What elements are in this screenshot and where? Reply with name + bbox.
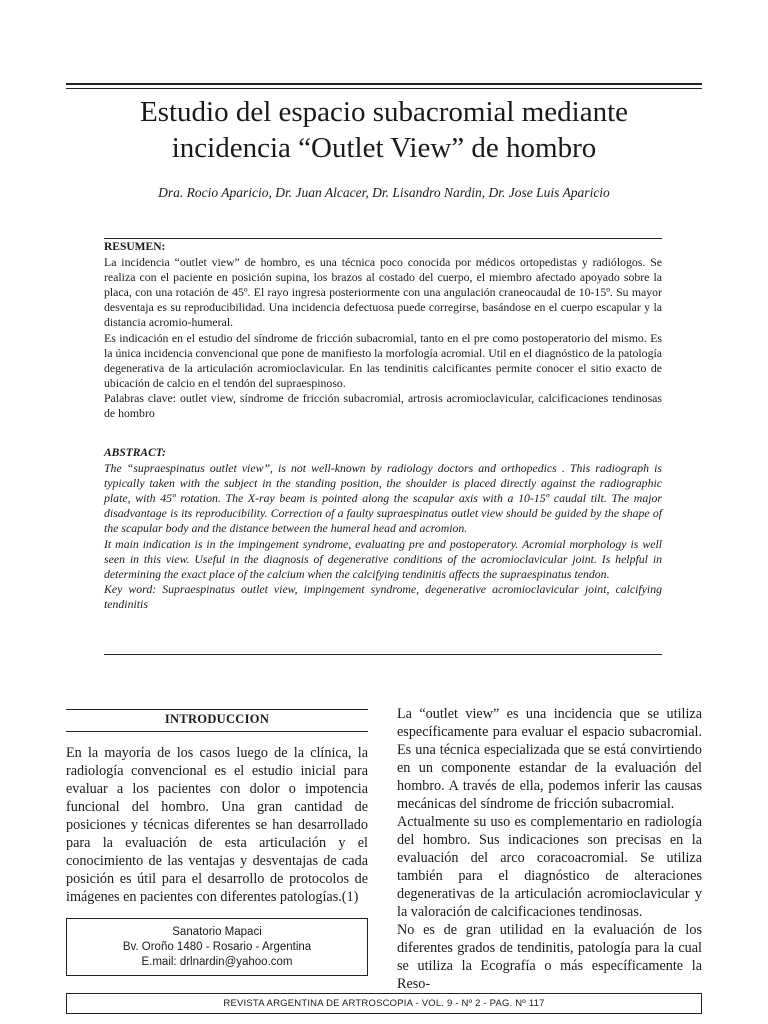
- abstract-heading: ABSTRACT:: [104, 447, 166, 459]
- title-line-2: incidencia “Outlet View” de hombro: [171, 132, 597, 164]
- right-column: [397, 705, 702, 993]
- body-paragraph: La “outlet view” es una incidencia que se utiliza específicamente para evaluar el espacio subacromial. Es una técnica especializada que se está convirtiendo en un componente estandar de la evaluación del hombro. A través de ella, podemos inferir las causas mecánicas del síndrome de fricción subacromial.: [397, 706, 702, 812]
- abstract-bottom-rule: [104, 654, 662, 655]
- author-list: Dra. Rocio Aparicio, Dr. Juan Alcacer, Dr. Lisandro Nardin, Dr. Jose Luis Aparicio: [158, 185, 610, 200]
- resumen-keywords: Palabras clave: outlet view, síndrome de fricción subacromial, artrosis acromioclavicular, calcificaciones tendinosas de hombro: [104, 390, 662, 421]
- resumen-heading: RESUMEN:: [104, 241, 166, 253]
- body-paragraph: Actualmente su uso es complementario en radiología del hombro. Sus indicaciones son precisas en la evaluación del arco coracoacromial. Se utiliza también para el diagnóstico de alteraciones degenerativas de la articulación acromioclavicular y la valoración de calcificaciones tendinosas.: [397, 814, 702, 920]
- article-title: [66, 94, 702, 166]
- affiliation-email: E.mail: drlnardin@yahoo.com: [141, 956, 293, 968]
- top-rule: [66, 83, 702, 85]
- abstract-keywords: Key word: Supraespinatus outlet view, impingement syndrome, degenerative acromioclavicular joint, calcifying tendinitis: [104, 581, 662, 611]
- journal-footer: REVISTA ARGENTINA DE ARTROSCOPIA - VOL. 9 - Nº 2 - PAG. Nº 117: [66, 993, 702, 1014]
- resumen-paragraph: Es indicación en el estudio del síndrome de fricción subacromial, tanto en el pre como postoperatorio del mismo. Es la única incidencia convencional que pone de manifiesto la morfología acromial. Util en el diagnóstico de la patología degenerativa de la articulación acromioclavicular. En las tendinitis calcificantes permite conocer el sitio exacto de ubicación de calcio en el tendón del supraespinoso.: [104, 330, 662, 390]
- abstract-paragraph: The “supraespinatus outlet view”, is not well-known by radiology doctors and orthopedics . This radiograph is typically taken with the subject in the standing position, the shoulder is placed directly against the radiographic plate, with 45º rotation. The X-ray beam is pointed along the scapular axis with a 10-15º caudal tilt. The major disadvantage is its reproducibility. Correction of a faulty supraespinatus outlet view should be guided by the shape of the scapular body and the distance between the humeral head and acromion.: [104, 461, 662, 536]
- intro-rule-bottom: [66, 731, 368, 732]
- affiliation-address: Bv. Oroño 1480 - Rosario - Argentina: [122, 941, 312, 953]
- abstract-section: [104, 446, 662, 612]
- affiliation-box: [66, 918, 368, 976]
- body-paragraph: No es de gran utilidad en la evaluación de los diferentes grados de tendinitis, patología para la cual se utiliza la Ecografía o más específicamente la Reso-: [397, 922, 702, 992]
- intro-paragraph: En la mayoría de los casos luego de la clínica, la radiología convencional es el estudio inicial para evaluar a los pacientes con dolor o impotencia funcional del hombro. Una gran cantidad de posiciones y técnicas diferentes se han desarrollado para la evaluación de esta articulación y el conocimiento de las ventajas y desventajas de cada posición es útil para el desarrollo de protocolos de imágenes en pacientes con diferentes patologías.(1): [66, 745, 368, 905]
- resumen-section: [104, 240, 662, 421]
- title-line-1: Estudio del espacio subacromial mediante: [139, 96, 628, 128]
- top-rule-thin: [66, 88, 702, 89]
- abstract-top-rule: [104, 238, 662, 239]
- abstract-paragraph: It main indication is in the impingement syndrome, evaluating pre and postoperatory. Acromial morphology is well seen in this view. Useful in the diagnosis of degenerative conditions of the acromioclavicular joint. Is helpful in determining the exact place of the calcium when the calcifying tendinitis affects the supraespinatus tendon.: [104, 536, 662, 581]
- section-heading-introduccion: INTRODUCCION: [164, 712, 270, 726]
- resumen-paragraph: La incidencia “outlet view” de hombro, es una técnica poco conocida por médicos ortopedistas y radiólogos. Se realiza con el paciente en posición supina, los brazos al costado del cuerpo, el miembro afectado apoyado sobre la placa, con una rotación de 45º. El rayo ingresa posteriormente con una angulación craneocaudal de 10-15º. Su mayor desventaja es su reproducibilidad. Una incidencia defectuosa puede corregirse, basándose en el cuerpo escapular y la distancia acromio-humeral.: [104, 255, 662, 330]
- left-column: [66, 744, 368, 906]
- affiliation-institution: Sanatorio Mapaci: [172, 926, 262, 938]
- intro-rule-top: [66, 709, 368, 710]
